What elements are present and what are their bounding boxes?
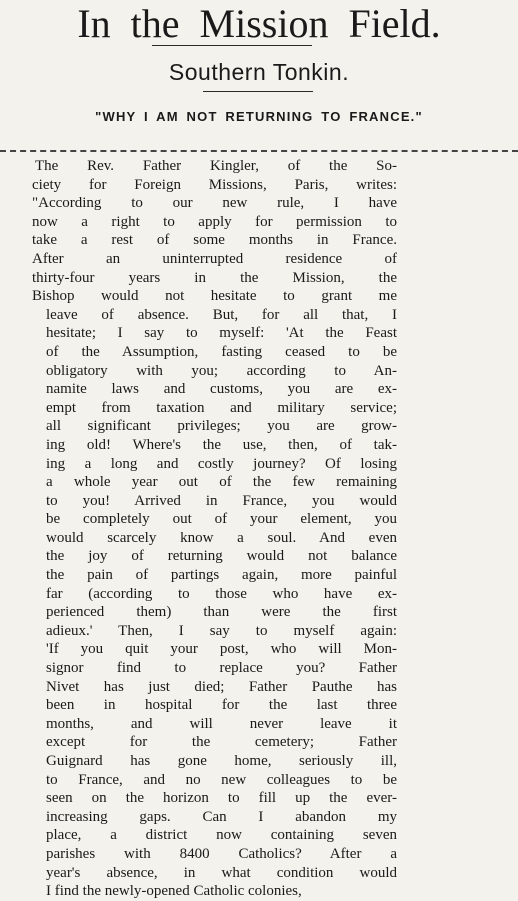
article-line: to you! Arrived in France, you would xyxy=(46,492,397,509)
article-line: the joy of returning would not balance xyxy=(46,548,397,565)
article-line: increasing gaps. Can I abandon my xyxy=(46,808,397,825)
article-subtitle: Southern Tonkin. xyxy=(168,59,350,85)
article-line: ing a long and costly journey? Of losing xyxy=(46,455,397,472)
column-divider xyxy=(0,150,518,155)
article-line: ing old! Where's the use, then, of tak- xyxy=(46,436,397,453)
article-line: take a rest of some months in France. xyxy=(32,232,397,249)
article-line: Guignard has gone home, seriously ill, xyxy=(46,753,397,769)
article-line: Nivet has just died; Father Pauthe has xyxy=(46,678,397,695)
article-line: obligatory with you; according to An- xyxy=(46,362,397,379)
article-line: After an uninterrupted residence of xyxy=(32,250,397,267)
article-line: a whole year out of the few remaining xyxy=(46,474,397,491)
article-line: to France, and no new colleagues to be xyxy=(46,771,397,788)
article-line: The Rev. Father Kingler, of the So- xyxy=(35,158,397,174)
article-title: In the Mission Field. xyxy=(77,1,441,46)
article-line: leave of absence. But, for all that, I xyxy=(46,306,397,323)
article-line: year's absence, in what condition would xyxy=(46,864,397,881)
article-line: parishes with 8400 Catholics? After a xyxy=(46,845,397,862)
article-line: far (according to those who have ex- xyxy=(46,585,397,602)
title-underline xyxy=(152,45,312,46)
article-line: thirty-four years in the Mission, the xyxy=(32,269,397,286)
article-line: all significant privileges; you are grow- xyxy=(46,418,397,435)
article-line: the pain of partings again, more painful xyxy=(46,567,397,584)
article-line: except for the cemetery; Father xyxy=(46,734,397,751)
article-line: of the Assumption, fasting ceased to be xyxy=(46,343,397,360)
article-line: hesitate; I say to myself: 'At the Feast xyxy=(46,325,397,342)
article-line: "According to our new rule, I have xyxy=(32,195,397,212)
article-line: would scarcely know a soul. And even xyxy=(46,529,397,546)
article-line: perienced them) than were the first xyxy=(46,604,397,621)
article-line: I find the newly-opened Catholic colonies, xyxy=(46,883,302,900)
article-line: adieux.' Then, I say to myself again: xyxy=(46,622,397,639)
article-line: 'If you quit your post, who will Mon- xyxy=(46,641,397,658)
article-line: seen on the horizon to fill up the ever- xyxy=(46,790,397,807)
article-body xyxy=(32,157,397,901)
article-line: ciety for Foreign Missions, Paris, writes: xyxy=(32,176,397,193)
article-line: been in hospital for the last three xyxy=(46,697,397,714)
article-line: months, and will never leave it xyxy=(46,715,397,732)
article-line: empt from taxation and military service; xyxy=(46,399,397,416)
article-line: now a right to apply for permission to xyxy=(32,213,397,230)
article-line: signor find to replace you? Father xyxy=(46,660,397,677)
article-line: place, a district now containing seven xyxy=(46,827,397,844)
article-line: namite laws and customs, you are ex- xyxy=(46,381,397,398)
article-line: be completely out of your element, you xyxy=(46,511,397,528)
article-line: Bishop would not hesitate to grant me xyxy=(32,288,397,305)
article-heading: "WHY I AM NOT RETURNING TO FRANCE." xyxy=(95,109,423,124)
subtitle-underline xyxy=(203,91,313,92)
